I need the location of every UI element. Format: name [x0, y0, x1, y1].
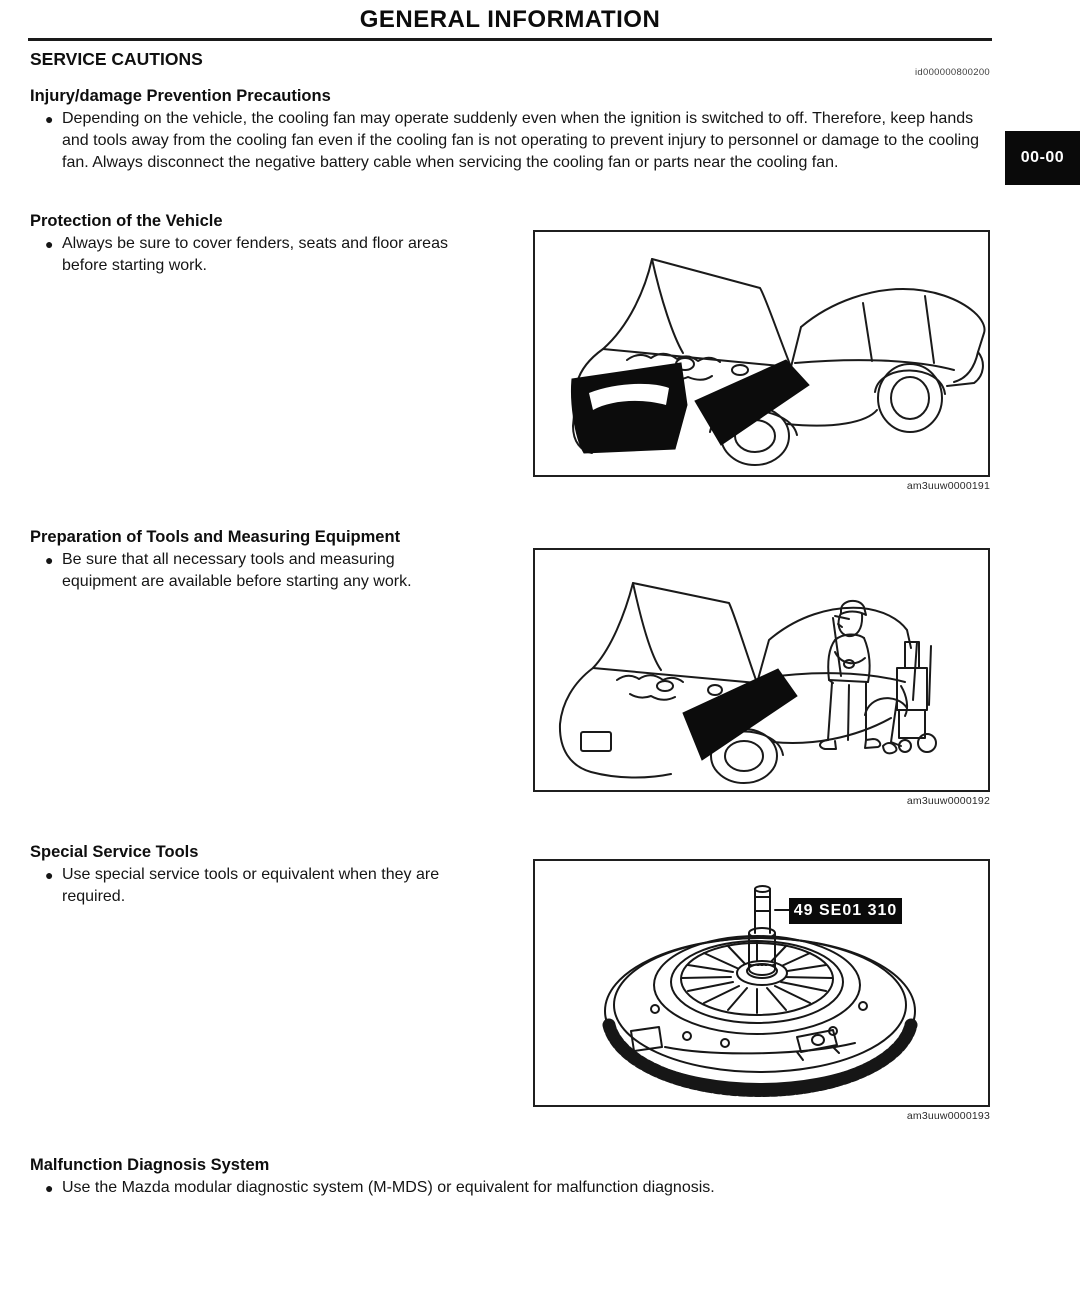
- bullet-text: Depending on the vehicle, the cooling fan may operate suddenly even when the ignition is switched to off. Therefore, keep hands and tools away from the cooling fan even if the cooling fan is not operating to prevent injury to personnel or damage to the cooling fan. Always disconnect the negative battery cable when servicing the cooling fan or parts near the cooling fan.: [62, 110, 980, 171]
- section-number-badge: 00-00: [1005, 131, 1080, 185]
- heading-malfunction-diagnosis: Malfunction Diagnosis System: [30, 1156, 270, 1174]
- bullet-malfunction-diagnosis: [45, 1177, 975, 1199]
- car-fender-covers-drawing: [535, 232, 988, 475]
- figure-caption: am3uuw0000193: [906, 1110, 990, 1122]
- bullet-dot: ●: [45, 236, 54, 252]
- bullet-text: Always be sure to cover fenders, seats and floor areas before starting work.: [62, 235, 448, 274]
- sst-part-number-label: 49 SE01 310: [789, 898, 902, 924]
- heading-tool-preparation: Preparation of Tools and Measuring Equipment: [30, 528, 401, 546]
- bullet-text: Be sure that all necessary tools and measuring equipment are available before starting any work.: [62, 551, 412, 590]
- clutch-sst-drawing: [535, 861, 988, 1105]
- heading-injury-prevention: Injury/damage Prevention Precautions: [30, 87, 331, 105]
- bullet-dot: ●: [45, 552, 54, 568]
- figure-car-fender-covers: [533, 230, 990, 477]
- figure-clutch-sst: [533, 859, 990, 1107]
- figure-mechanic-tools: [533, 548, 990, 792]
- document-id: id000000800200: [915, 67, 990, 78]
- mechanic-tools-drawing: [535, 550, 988, 790]
- figure-caption: am3uuw0000191: [906, 480, 990, 492]
- title-divider: [28, 38, 992, 41]
- tool-cart: [891, 642, 936, 752]
- heading-vehicle-protection: Protection of the Vehicle: [30, 212, 223, 230]
- section-title: SERVICE CAUTIONS: [30, 49, 203, 69]
- figure-caption: am3uuw0000192: [906, 795, 990, 807]
- bullet-dot: ●: [45, 111, 54, 127]
- bullet-dot: ●: [45, 1180, 54, 1196]
- bullet-vehicle-protection: [45, 233, 482, 277]
- bullet-text: Use special service tools or equivalent when they are required.: [62, 866, 440, 905]
- heading-special-service-tools: Special Service Tools: [30, 843, 199, 861]
- bullet-injury-prevention: [45, 108, 983, 174]
- page-title: GENERAL INFORMATION: [359, 6, 661, 33]
- bullet-dot: ●: [45, 867, 54, 883]
- bullet-special-service-tools: [45, 864, 455, 908]
- bullet-tool-preparation: [45, 549, 465, 593]
- bullet-text: Use the Mazda modular diagnostic system (M-MDS) or equivalent for malfunction diagnosis.: [62, 1179, 715, 1196]
